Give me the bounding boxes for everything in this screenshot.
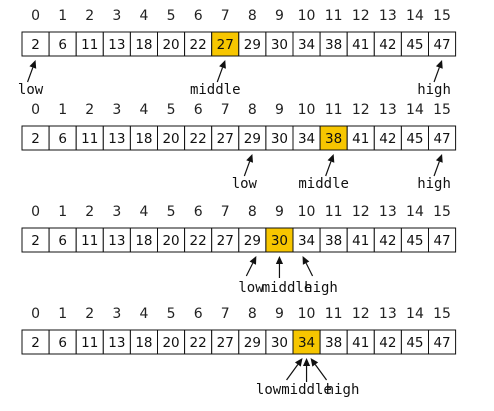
index-label: 12	[351, 8, 370, 24]
high-label: high	[417, 176, 451, 192]
middle-pointer-arrow	[303, 358, 310, 382]
middle-label: middle	[261, 280, 313, 296]
cell-value: 30	[270, 335, 289, 351]
cell-value: 11	[81, 335, 99, 351]
index-label: 6	[193, 306, 203, 322]
cell-value: 45	[406, 37, 424, 53]
cell-value: 13	[108, 37, 126, 53]
cell-value: 27	[216, 131, 234, 147]
cell-value: 11	[81, 131, 99, 147]
high-pointer-arrow	[303, 256, 313, 276]
index-label: 4	[139, 102, 149, 118]
high-pointer-arrow	[434, 154, 443, 176]
index-label: 8	[247, 8, 257, 24]
cell-value: 20	[162, 131, 180, 147]
high-pointer-arrow	[434, 60, 443, 82]
index-label: 4	[139, 306, 149, 322]
cell-value: 2	[31, 131, 40, 147]
index-label: 1	[58, 204, 68, 220]
low-pointer-arrow	[244, 154, 253, 176]
high-label: high	[325, 382, 360, 398]
index-label: 0	[31, 204, 41, 220]
cell-value: 34	[297, 37, 316, 53]
index-label: 11	[324, 8, 343, 24]
cell-value: 47	[433, 335, 451, 351]
index-label: 8	[247, 204, 257, 220]
index-label: 9	[274, 204, 284, 220]
cell-value: 22	[189, 233, 207, 249]
cell-value: 41	[352, 233, 370, 249]
cell-value: 45	[406, 131, 424, 147]
cell-value: 2	[31, 335, 40, 351]
index-label: 6	[193, 204, 203, 220]
index-label: 10	[297, 8, 316, 24]
cell-value: 11	[81, 37, 99, 53]
cell-value: 13	[108, 131, 126, 147]
cell-value: 22	[189, 131, 207, 147]
middle-pointer-arrow	[217, 60, 226, 82]
index-label: 13	[378, 204, 397, 220]
cell-value: 42	[379, 37, 397, 53]
high-label: high	[304, 280, 338, 296]
index-label: 11	[324, 306, 343, 322]
high-pointer-arrow	[311, 358, 327, 380]
index-label: 5	[166, 8, 176, 24]
index-label: 11	[324, 204, 343, 220]
cell-value: 29	[243, 335, 261, 351]
cell-value: 2	[31, 37, 40, 53]
index-label: 15	[433, 102, 451, 118]
index-label: 8	[247, 306, 257, 322]
index-label: 1	[58, 8, 68, 24]
low-pointer-arrow	[287, 358, 303, 380]
low-label: low	[231, 176, 257, 192]
cell-value: 45	[406, 233, 424, 249]
cell-value: 6	[58, 233, 67, 249]
index-label: 5	[166, 102, 176, 118]
index-label: 1	[58, 306, 68, 322]
cell-value: 18	[135, 233, 153, 249]
index-label: 15	[433, 204, 451, 220]
index-label: 2	[85, 102, 95, 118]
low-pointer-arrow	[28, 60, 37, 82]
cell-value: 38	[325, 335, 343, 351]
cell-value: 29	[243, 131, 261, 147]
cell-value: 13	[108, 233, 126, 249]
cell-value: 22	[189, 335, 207, 351]
low-label: low	[17, 82, 44, 98]
index-label: 1	[58, 102, 68, 118]
cell-value: 47	[433, 37, 451, 53]
cell-value: 27	[216, 335, 234, 351]
cell-value: 42	[379, 233, 397, 249]
index-label: 0	[31, 306, 41, 322]
index-label: 14	[406, 204, 424, 220]
middle-pointer-arrow	[326, 154, 335, 176]
index-label: 2	[85, 204, 95, 220]
index-label: 6	[193, 8, 203, 24]
cell-value: 38	[325, 37, 343, 53]
cell-value: 30	[270, 233, 289, 249]
index-label: 14	[406, 306, 424, 322]
index-label: 15	[433, 306, 451, 322]
index-label: 0	[31, 8, 41, 24]
cell-value: 18	[135, 335, 153, 351]
index-label: 3	[112, 306, 122, 322]
index-label: 3	[112, 204, 122, 220]
cell-value: 22	[189, 37, 207, 53]
cell-value: 30	[270, 131, 289, 147]
cell-value: 27	[216, 233, 234, 249]
cell-value: 6	[58, 37, 67, 53]
middle-pointer-arrow	[276, 256, 283, 278]
index-label: 4	[139, 204, 149, 220]
cell-value: 13	[108, 335, 126, 351]
index-label: 15	[433, 8, 451, 24]
low-label: low	[238, 280, 264, 296]
cell-value: 29	[243, 37, 261, 53]
cell-value: 20	[162, 335, 180, 351]
cell-value: 41	[352, 37, 370, 53]
cell-value: 6	[58, 131, 67, 147]
cell-value: 11	[81, 233, 99, 249]
cell-value: 47	[433, 131, 451, 147]
search-step-1	[18, 8, 456, 98]
cell-value: 38	[325, 131, 343, 147]
index-label: 10	[297, 204, 316, 220]
index-label: 9	[274, 102, 284, 118]
cell-value: 41	[352, 131, 370, 147]
index-label: 3	[112, 8, 122, 24]
index-label: 9	[274, 306, 284, 322]
index-label: 12	[351, 204, 370, 220]
index-label: 14	[406, 102, 424, 118]
cell-value: 18	[135, 131, 153, 147]
cell-value: 47	[433, 233, 451, 249]
index-label: 7	[220, 8, 230, 24]
index-label: 12	[351, 102, 370, 118]
cell-value: 20	[162, 37, 180, 53]
index-label: 12	[351, 306, 370, 322]
cell-value: 27	[216, 37, 234, 53]
index-label: 13	[378, 102, 397, 118]
index-label: 10	[297, 102, 316, 118]
cell-value: 42	[379, 131, 397, 147]
index-label: 9	[274, 8, 284, 24]
cell-value: 2	[31, 233, 40, 249]
cell-value: 34	[297, 233, 316, 249]
cell-value: 41	[352, 335, 370, 351]
cell-value: 45	[406, 335, 424, 351]
index-label: 7	[220, 102, 230, 118]
low-pointer-arrow	[246, 256, 256, 276]
index-label: 13	[378, 306, 397, 322]
index-label: 7	[220, 306, 230, 322]
cell-value: 6	[58, 335, 67, 351]
index-label: 13	[378, 8, 397, 24]
cell-value: 38	[325, 233, 343, 249]
middle-label: middle	[298, 176, 349, 192]
cell-value: 18	[135, 37, 153, 53]
index-label: 6	[193, 102, 203, 118]
search-step-3	[22, 204, 456, 296]
cell-value: 34	[297, 335, 316, 351]
index-label: 2	[85, 8, 95, 24]
index-label: 3	[112, 102, 122, 118]
index-label: 0	[31, 102, 41, 118]
cell-value: 30	[270, 37, 289, 53]
index-label: 2	[85, 306, 95, 322]
middle-label: middle	[189, 82, 241, 98]
low-label: low	[255, 382, 282, 398]
index-label: 5	[166, 204, 176, 220]
high-label: high	[417, 82, 451, 98]
middle-label: middle	[281, 382, 332, 398]
cell-value: 29	[243, 233, 261, 249]
index-label: 10	[297, 306, 316, 322]
cell-value: 20	[162, 233, 180, 249]
cell-value: 42	[379, 335, 397, 351]
index-label: 11	[324, 102, 343, 118]
search-step-4	[22, 306, 456, 398]
cell-value: 34	[297, 131, 316, 147]
search-step-2	[22, 102, 456, 192]
index-label: 4	[139, 8, 149, 24]
index-label: 8	[247, 102, 257, 118]
index-label: 7	[220, 204, 230, 220]
index-label: 5	[166, 306, 176, 322]
index-label: 14	[406, 8, 424, 24]
